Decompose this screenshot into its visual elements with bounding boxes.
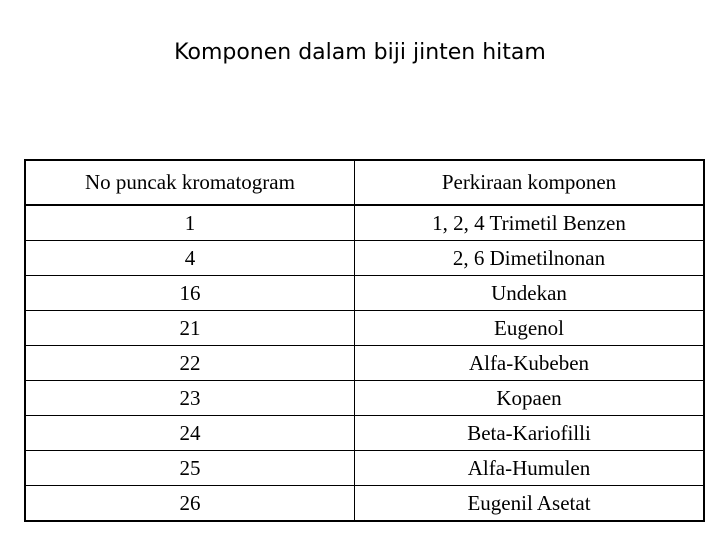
peak-number-cell: 22: [25, 346, 355, 381]
component-cell: Undekan: [355, 276, 705, 311]
component-cell: Eugenil Asetat: [467, 490, 591, 515]
table-row: [25, 205, 704, 241]
peak-number-cell: 23: [25, 381, 355, 416]
component-cell: 1, 2, 4 Trimetil Benzen: [355, 205, 705, 241]
table-row: [25, 486, 704, 522]
component-cell: Alfa-Humulen: [355, 451, 705, 486]
table-row: [25, 381, 704, 416]
peak-number-cell: 16: [25, 276, 355, 311]
component-cell: Eugenol: [355, 311, 705, 346]
peak-number-cell: 21: [25, 311, 355, 346]
peak-number-cell: 1: [25, 205, 355, 241]
components-table: [24, 159, 705, 522]
header-component: Perkiraan komponen: [355, 160, 705, 205]
component-cell: Beta-Kariofilli: [355, 416, 705, 451]
peak-number-cell: 24: [25, 416, 355, 451]
slide-title: Komponen dalam biji jinten hitam: [174, 40, 546, 65]
table-row: [25, 451, 704, 486]
component-cell: 2, 6 Dimetilnonan: [355, 241, 705, 276]
component-cell: Alfa-Kubeben: [355, 346, 705, 381]
table-header-row: [25, 160, 704, 205]
peak-number-cell: 26: [25, 486, 355, 522]
table-row: [25, 311, 704, 346]
component-cell: Kopaen: [355, 381, 705, 416]
peak-number-cell: 25: [25, 451, 355, 486]
table-row: [25, 346, 704, 381]
header-peak-number: No puncak kromatogram: [25, 160, 355, 205]
table-row: [25, 416, 704, 451]
peak-number-cell: 4: [25, 241, 355, 276]
table-row: [25, 276, 704, 311]
table-row: [25, 241, 704, 276]
